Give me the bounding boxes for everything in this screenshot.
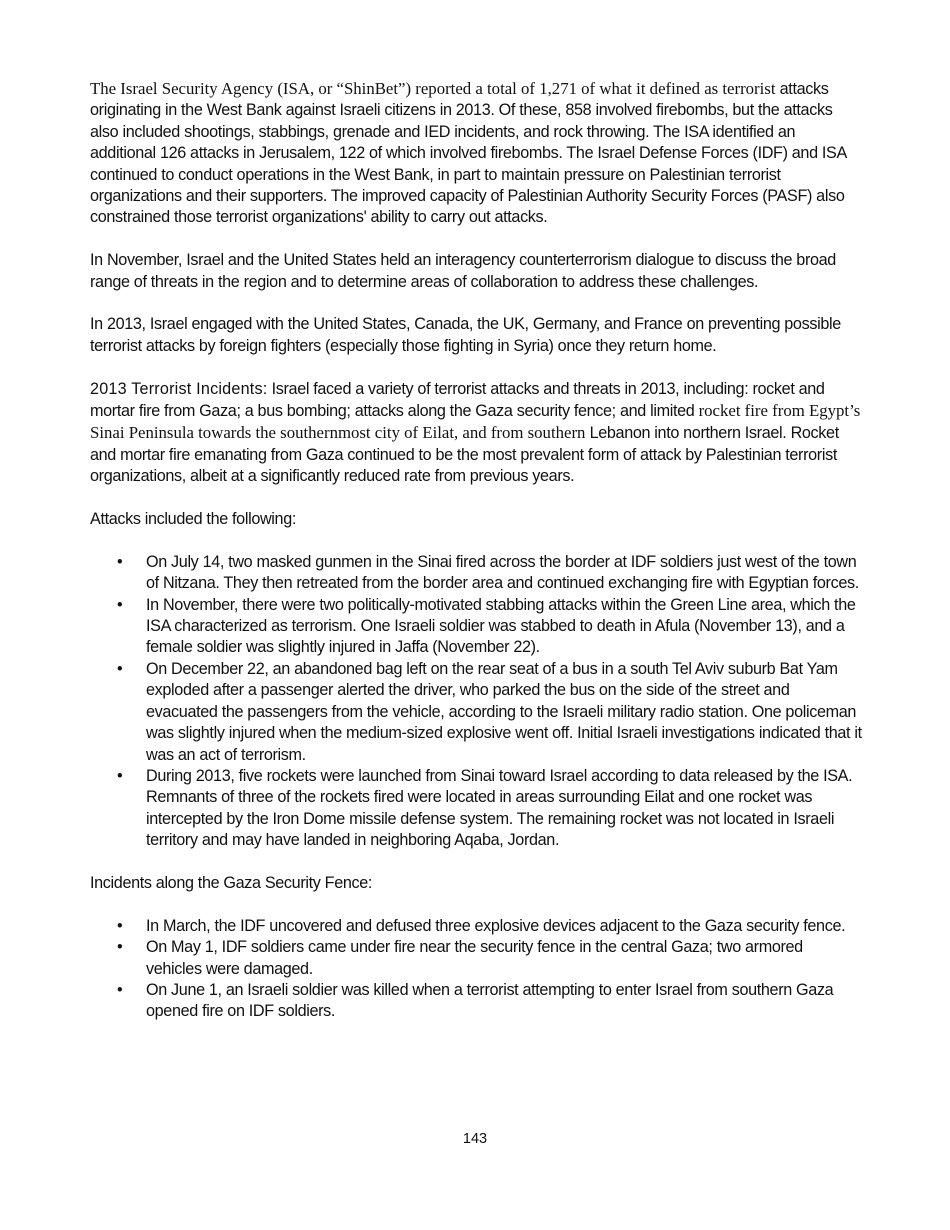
gaza-fence-heading: Incidents along the Gaza Security Fence:: [90, 873, 373, 892]
list-item: [90, 595, 862, 659]
paragraph-isa-report: [90, 78, 862, 229]
bullet-icon: •: [117, 595, 123, 614]
incidents-text-a: Israel faced a variety of terrorist attacks and threats in 2013, including: rocket and mortar fire from Gaza; a bus bombing; attacks along the Gaza security fence; and limited: [90, 379, 825, 421]
list-item: [90, 916, 862, 937]
list-item-text: On July 14, two masked gunmen in the Sinai fired across the border at IDF soldiers just west of the town of Nitzana. They then retreated from the border area and continued exchanging fire with Egyptian forces.: [146, 552, 859, 593]
bullet-icon: •: [117, 766, 123, 785]
bullet-icon: •: [117, 916, 123, 935]
paragraph-ct-dialogue: In November, Israel and the United States held an interagency counterterrorism dialogue to discuss the broad range of threats in the region and to determine areas of collaboration to address these challenges.: [90, 251, 836, 291]
paragraph-foreign-fighters: In 2013, Israel engaged with the United States, Canada, the UK, Germany, and France on preventing possible terrorist attacks by foreign fighters (especially those fighting in Syria) once they return home.: [90, 315, 841, 355]
list-item: [90, 937, 862, 980]
list-item-text: On May 1, IDF soldiers came under fire near the security fence in the central Gaza; two armored vehicles were damaged.: [146, 938, 803, 978]
attacks-list: [90, 552, 862, 852]
list-item-text: On June 1, an Israeli soldier was killed when a terrorist attempting to enter Israel from southern Gaza opened fire on IDF soldiers.: [146, 980, 834, 1021]
list-item-text: In March, the IDF uncovered and defused three explosive devices adjacent to the Gaza security fence.: [146, 916, 846, 935]
list-item: [90, 552, 862, 595]
list-item-text: During 2013, five rockets were launched from Sinai toward Israel according to data released by the ISA. Remnants of three of the rockets fired were located in areas surrounding Eilat and one rocket was intercepted by the Iron Dome missile defense system. The remaining rocket was not located in Israeli territory and may have landed in neighboring Aqaba, Jordan.: [146, 766, 853, 850]
list-item-text: In November, there were two politically-motivated stabbing attacks within the Green Line area, which the ISA characterized as terrorism. One Israeli soldier was stabbed to death in Afula (November 13), and a female soldier was slightly injured in Jaffa (November 22).: [146, 595, 856, 657]
document-page: [90, 78, 862, 1044]
paragraph-terrorist-incidents: [90, 379, 862, 488]
incidents-text-b: Lebanon into northern Israel. Rocket and mortar fire emanating from Gaza continued to be the most prevalent form of attack by Palestinian terrorist organizations, albeit at a significantly reduced rate from previous years.: [90, 424, 839, 486]
list-item-text: On December 22, an abandoned bag left on the rear seat of a bus in a south Tel Aviv suburb Bat Yam exploded after a passenger alerted the driver, who parked the bus on the side of the street and evacuated the passengers from the vehicle, according to the Israeli military radio station. One policeman was slightly injured when the medium-sized explosive went off. Initial Israeli investigations indicated that it was an act of terrorism.: [146, 659, 862, 764]
list-item: [90, 980, 862, 1023]
bullet-icon: •: [117, 938, 123, 957]
attacks-heading: Attacks included the following:: [90, 510, 297, 529]
section-label-terrorist-incidents: 2013 Terrorist Incidents:: [90, 379, 268, 398]
bullet-icon: •: [117, 980, 123, 999]
list-item: [90, 766, 862, 852]
list-item: [90, 659, 862, 766]
incidents-text-serif: rocket fire from Egypt’s Sinai Peninsula towards the southernmost city of Eilat, and from southern: [90, 401, 861, 443]
paragraph-isa-report-lead: The Israel Security Agency (ISA, or “ShinBet”) reported a total of 1,271 of what it defined as terrorist: [90, 79, 776, 98]
page-number: 143: [462, 1131, 488, 1147]
gaza-incidents-list: [90, 916, 862, 1023]
paragraph-isa-report-body: attacks originating in the West Bank against Israeli citizens in 2013. Of these, 858 involved firebombs, but the attacks also included shootings, stabbings, grenade and IED incidents, and rock throwing. The ISA identified an additional 126 attacks in Jerusalem, 122 of which involved firebombs. The Israel Defense Forces (IDF) and ISA continued to conduct operations in the West Bank, in part to maintain pressure on Palestinian terrorist organizations and their supporters. The improved capacity of Palestinian Authority Security Forces (PASF) also constrained those terrorist organizations' ability to carry out attacks.: [90, 80, 847, 227]
bullet-icon: •: [117, 659, 123, 678]
bullet-icon: •: [117, 552, 123, 571]
